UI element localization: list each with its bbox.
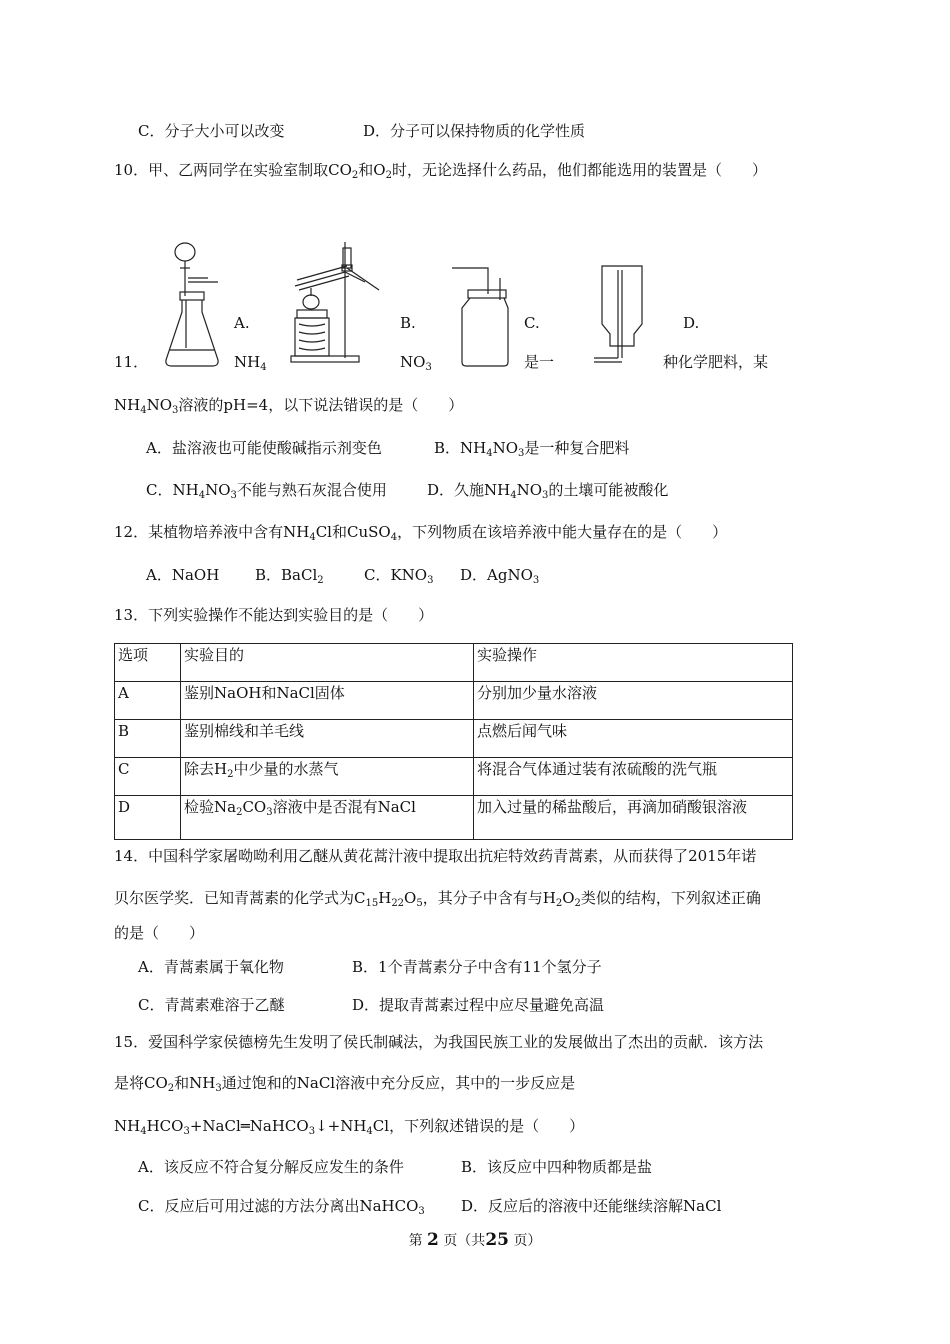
apparatus-d-inverted-bottle-icon — [592, 262, 650, 372]
apparatus-b-heating-setup-icon — [287, 240, 387, 368]
q15-option-c: C．反应后可用过滤的方法分离出NaHCO$_3$ — [138, 1197, 425, 1217]
table-row: C 除去$H_2$中少量的水蒸气 将混合气体通过装有浓硫酸的洗气瓶 — [115, 758, 793, 796]
q11-stem-line2: $NH_4NO_3$溶液的pH=4，以下说法错误的是（ ） — [114, 396, 464, 416]
q12-stem: 12．某植物培养液中含有$NH_4Cl$和CuSO$_4$，下列物质在该培养液中能大量存在的是（ ） — [114, 523, 728, 543]
apparatus-b-label: B. — [400, 314, 416, 332]
apparatus-c-label: C. — [524, 314, 540, 332]
q11-option-a: A．盐溶液也可能使酸碱指示剂变色 — [146, 439, 382, 457]
q14-stem-line1: 14．中国科学家屠呦呦利用乙醚从黄花蒿汁液中提取出抗疟特效药青蒿素，从而获得了2015年诺 — [114, 847, 757, 865]
q15-option-b: B．该反应中四种物质都是盐 — [461, 1158, 653, 1176]
q10-number: 10． — [114, 161, 149, 179]
header-option: 选项 — [115, 644, 181, 682]
header-operation: 实验操作 — [474, 644, 793, 682]
q14-option-c: C．青蒿素难溶于乙醚 — [138, 996, 285, 1014]
page-footer: 第 2 页（共25 页） — [408, 1230, 542, 1250]
q12-option-b: B．BaCl$_2$ — [255, 566, 324, 586]
apparatus-a-label: A. — [234, 314, 250, 332]
q14-option-d: D．提取青蒿素过程中应尽量避免高温 — [352, 996, 605, 1014]
table-row: A 鉴别NaOH和NaCl固体 分别加少量水溶液 — [115, 682, 793, 720]
q15-stem-line2: 是将$CO_2$和$NH_3$通过饱和的NaCl溶液中充分反应，其中的一步反应是 — [114, 1074, 576, 1094]
header-goal: 实验目的 — [181, 644, 474, 682]
table-row: B 鉴别棉线和羊毛线 点燃后闻气味 — [115, 720, 793, 758]
q15-option-d: D．反应后的溶液中还能继续溶解NaCl — [461, 1197, 722, 1215]
apparatus-d-label: D. — [683, 314, 700, 332]
apparatus-a-flask-funnel-icon — [160, 238, 222, 370]
q14-stem-line3: 的是（ ） — [114, 924, 205, 942]
q15-stem-line3: $NH_4HCO_3+NaCl═NaHCO_3↓+NH_4Cl$，下列叙述错误的是（ ） — [114, 1117, 585, 1137]
q11-option-b: B．$NH_4NO_3$是一种复合肥料 — [434, 439, 630, 459]
q14-option-b: B．1个青蒿素分子中含有11个氢分子 — [352, 958, 602, 976]
q11-shi: 是一 — [524, 353, 555, 371]
q11-option-d: D．久施$NH_4NO_3$的土壤可能被酸化 — [427, 481, 669, 501]
q11-no3: $NO_3$ — [400, 353, 432, 373]
table-row: D 检验$Na_2CO_3$溶液中是否混有NaCl 加入过量的稀盐酸后，再滴加硝酸银溶液 — [115, 796, 793, 840]
q13-stem: 13．下列实验操作不能达到实验目的是（ ） — [114, 606, 434, 624]
apparatus-c-gas-bottle-icon — [448, 264, 510, 368]
q10-stem: 10．甲、乙两同学在实验室制取$CO_2$和$O_2$时，无论选择什么药品，他们都能选用的装置是（ ） — [114, 161, 767, 181]
page-number: 2 — [427, 1230, 439, 1250]
q11-tail: 种化学肥料，某 — [663, 353, 769, 371]
q12-option-d: D．AgNO$_3$ — [460, 566, 540, 586]
page-total: 25 — [485, 1230, 509, 1250]
q9-option-d: D．分子可以保持物质的化学性质 — [363, 122, 586, 140]
q12-option-a: A．NaOH — [146, 566, 220, 584]
q14-option-a: A．青蒿素属于氧化物 — [138, 958, 284, 976]
q15-stem-line1: 15．爱国科学家侯德榜先生发明了侯氏制碱法，为我国民族工业的发展做出了杰出的贡献．该方法 — [114, 1033, 764, 1051]
q9-option-c: C．分子大小可以改变 — [138, 122, 285, 140]
q11-number: 11． — [114, 353, 149, 371]
q15-option-a: A．该反应不符合复分解反应发生的条件 — [138, 1158, 404, 1176]
q11-nh4: $NH_4$ — [234, 353, 267, 373]
q12-option-c: C．$KNO_3$ — [364, 566, 434, 586]
q14-stem-line2: 贝尔医学奖．已知青蒿素的化学式为$C_{15}H_{22}O_5$，其分子中含有与$H_2O_2$类似的结构，下列叙述正确 — [114, 889, 761, 909]
q11-option-c: C．$NH_4NO_3$不能与熟石灰混合使用 — [146, 481, 387, 501]
q13-table — [114, 643, 793, 840]
table-header-row — [115, 644, 793, 682]
